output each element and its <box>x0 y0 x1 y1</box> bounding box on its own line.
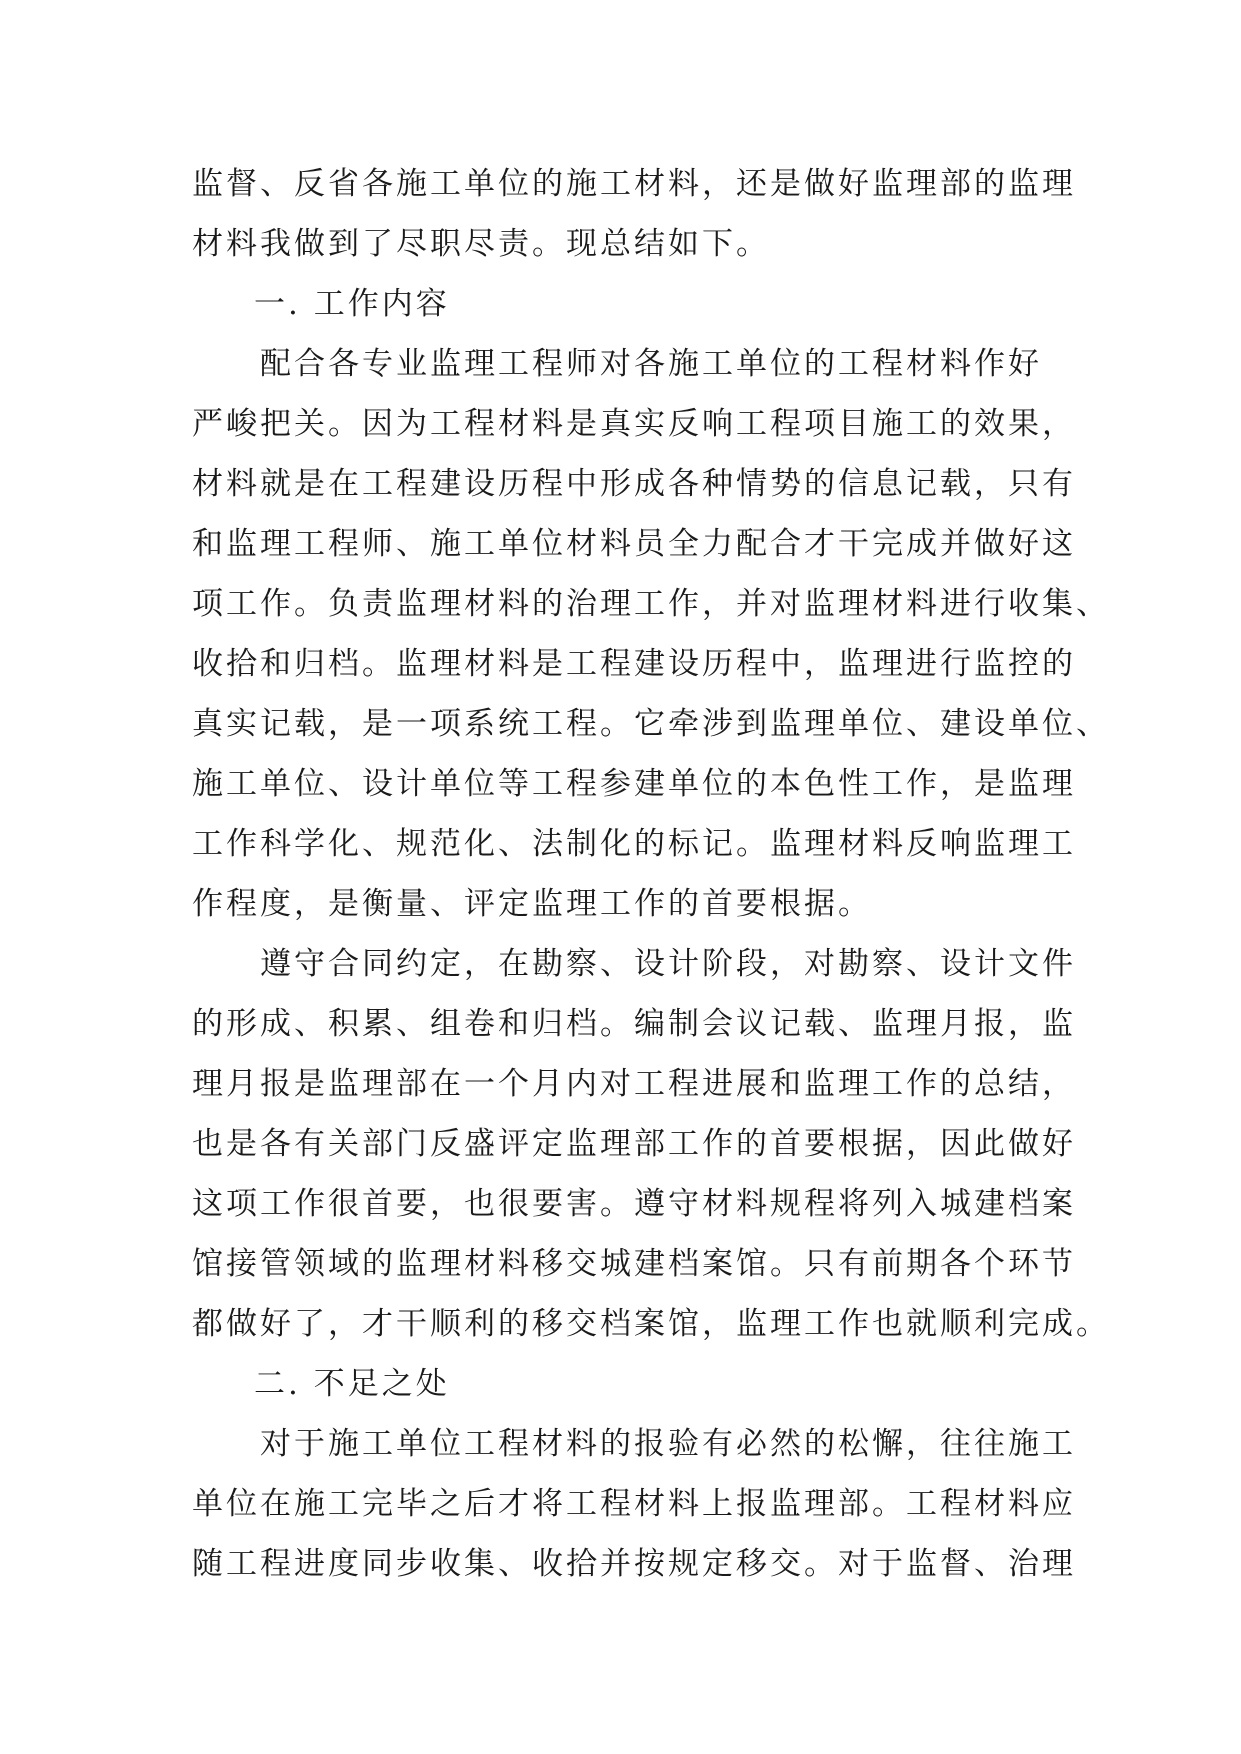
body-line: 作程度，是衡量、评定监理工作的首要根据。 <box>192 886 872 922</box>
body-line: 单位在施工完毕之后才将工程材料上报监理部。工程材料应 <box>192 1486 1076 1522</box>
body-line: 也是各有关部门反盛评定监理部工作的首要根据，因此做好 <box>192 1126 1076 1162</box>
body-line: 收拾和归档。监理材料是工程建设历程中，监理进行监控的 <box>192 646 1076 682</box>
document-body <box>192 154 1110 1594</box>
body-line: 配合各专业监理工程师对各施工单位的工程材料作好 <box>192 346 1042 382</box>
body-line: 的形成、积累、组卷和归档。编制会议记载、监理月报，监 <box>192 1006 1076 1042</box>
section-heading-work-content: 一. 工作内容 <box>254 286 450 322</box>
body-line: 对于施工单位工程材料的报验有必然的松懈，往往施工 <box>192 1426 1076 1462</box>
body-line: 遵守合同约定，在勘察、设计阶段，对勘察、设计文件 <box>192 946 1076 982</box>
body-line: 工作科学化、规范化、法制化的标记。监理材料反响监理工 <box>192 826 1076 862</box>
body-line: 材料就是在工程建设历程中形成各种情势的信息记载，只有 <box>192 466 1076 502</box>
body-line: 馆接管领域的监理材料移交城建档案馆。只有前期各个环节 <box>192 1246 1076 1282</box>
body-line: 真实记载，是一项系统工程。它牵涉到监理单位、建设单位、 <box>192 706 1110 742</box>
body-line: 随工程进度同步收集、收拾并按规定移交。对于监督、治理 <box>192 1546 1076 1582</box>
section-heading-shortcomings: 二. 不足之处 <box>254 1366 450 1402</box>
body-line: 施工单位、设计单位等工程参建单位的本色性工作，是监理 <box>192 766 1076 802</box>
body-line: 这项工作很首要，也很要害。遵守材料规程将列入城建档案 <box>192 1186 1076 1222</box>
body-line: 材料我做到了尽职尽责。现总结如下。 <box>192 226 770 262</box>
body-line: 严峻把关。因为工程材料是真实反响工程项目施工的效果， <box>192 406 1076 442</box>
body-line: 监督、反省各施工单位的施工材料，还是做好监理部的监理 <box>192 166 1076 202</box>
body-line: 和监理工程师、施工单位材料员全力配合才干完成并做好这 <box>192 526 1076 562</box>
body-line: 理月报是监理部在一个月内对工程进展和监理工作的总结， <box>192 1066 1076 1102</box>
body-line: 项工作。负责监理材料的治理工作，并对监理材料进行收集、 <box>192 586 1110 622</box>
body-line: 都做好了，才干顺利的移交档案馆，监理工作也就顺利完成。 <box>192 1306 1110 1342</box>
